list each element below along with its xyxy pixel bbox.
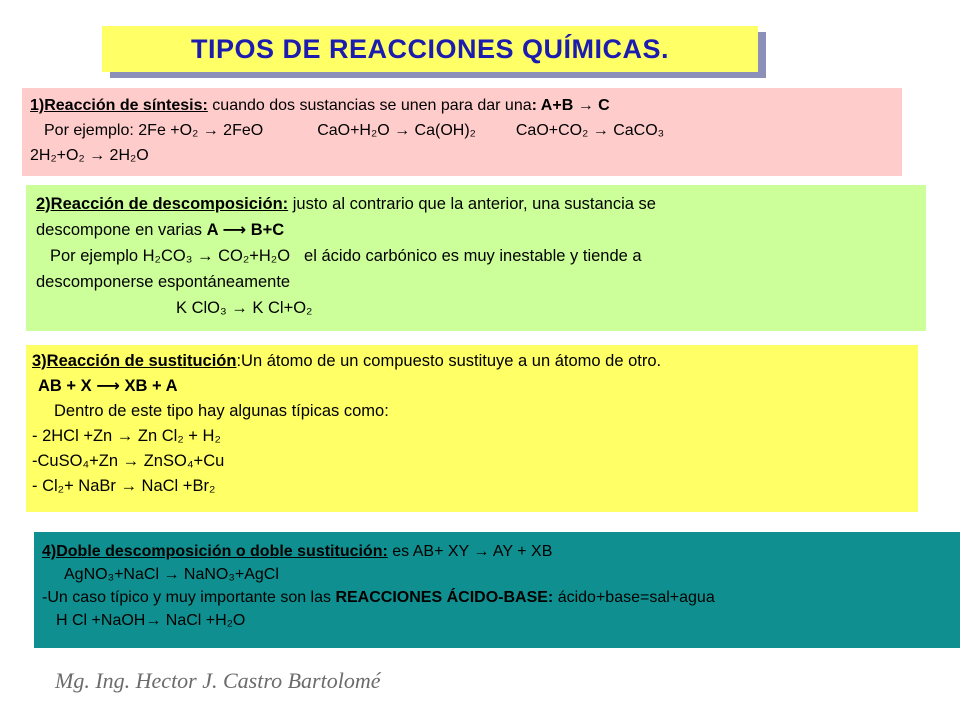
substitution-line-3 <box>32 399 912 424</box>
synthesis-example-4: 2H₂+O₂ → 2H₂O <box>30 147 149 164</box>
substitution-example-1: - 2HCl +Zn → Zn Cl₂ + H₂ <box>32 427 221 445</box>
synthesis-text: cuando dos sustancias se unen para dar una <box>207 97 532 114</box>
substitution-line-1 <box>32 349 912 374</box>
double-line-2 <box>42 563 952 586</box>
double-example-1: AgNO₃+NaCl → NaNO₃+AgCl <box>64 566 279 583</box>
decomposition-note-2: descomponerse espontáneamente <box>36 273 291 291</box>
author-footer: Mg. Ing. Hector J. Castro Bartolomé <box>55 668 381 693</box>
decomposition-note-1: el ácido carbónico es muy inestable y tiende a <box>304 247 642 265</box>
acid-base-label: REACCIONES ÁCIDO-BASE: <box>335 589 554 606</box>
decomposition-line-1 <box>36 191 916 217</box>
decomposition-line-2 <box>36 217 916 243</box>
decomposition-example: Por ejemplo H₂CO₃ → CO₂+H₂O <box>50 247 291 265</box>
substitution-example-3: - Cl₂+ NaBr → NaCl +Br₂ <box>32 477 216 495</box>
decomposition-line-5 <box>36 295 916 321</box>
synthesis-line-2 <box>30 118 894 143</box>
substitution-box <box>26 345 918 512</box>
synthesis-example-1: 2Fe +O₂ → 2FeO <box>138 122 264 139</box>
substitution-line-2 <box>32 374 912 399</box>
synthesis-formula: : A+B → C <box>531 97 610 114</box>
double-text: es AB+ XY → AY + XB <box>387 543 553 560</box>
decomposition-heading: 2)Reacción de descomposición: <box>36 195 289 213</box>
synthesis-line-1 <box>30 93 894 118</box>
synthesis-box <box>22 88 902 176</box>
synthesis-heading: 1)Reacción de síntesis: <box>30 97 208 114</box>
substitution-example-2: -CuSO₄+Zn → ZnSO₄+Cu <box>32 452 225 470</box>
synthesis-example-3: CaO+CO₂ → CaCO₃ <box>515 122 665 139</box>
double-line3-c: ácido+base=sal+agua <box>553 589 715 606</box>
double-line-3 <box>42 586 952 609</box>
double-heading: 4)Doble descomposición o doble sustitución: <box>42 543 388 560</box>
double-line3-a: -Un caso típico y muy importante son las <box>42 589 336 606</box>
decomposition-text-1: justo al contrario que la anterior, una sustancia se <box>288 195 656 213</box>
decomposition-box <box>26 185 926 331</box>
substitution-formula: AB + X ⟶ XB + A <box>38 377 178 395</box>
substitution-heading: 3)Reacción de sustitución <box>32 352 237 370</box>
substitution-intro: Dentro de este tipo hay algunas típicas como: <box>54 402 389 420</box>
double-example-2: H Cl +NaOH→ NaCl +H₂O <box>56 612 246 629</box>
slide-title: TIPOS DE REACCIONES QUÍMICAS. <box>102 26 758 72</box>
decomposition-line-4 <box>36 269 916 295</box>
substitution-text: :Un átomo de un compuesto sustituye a un átomo de otro. <box>236 352 662 370</box>
double-line-1 <box>42 540 952 563</box>
double-line-4 <box>42 609 952 632</box>
decomposition-example-2: K ClO₃ → K Cl+O₂ <box>176 299 313 317</box>
synthesis-example-2: CaO+H₂O → Ca(OH)₂ <box>317 122 476 139</box>
decomposition-text-2: descompone en varias <box>36 221 207 239</box>
decomposition-formula: A ⟶ B+C <box>206 221 285 239</box>
synthesis-example-label: Por ejemplo: <box>44 122 139 139</box>
decomposition-line-3 <box>36 243 916 269</box>
synthesis-line-3 <box>30 143 894 168</box>
double-substitution-box <box>34 532 960 648</box>
